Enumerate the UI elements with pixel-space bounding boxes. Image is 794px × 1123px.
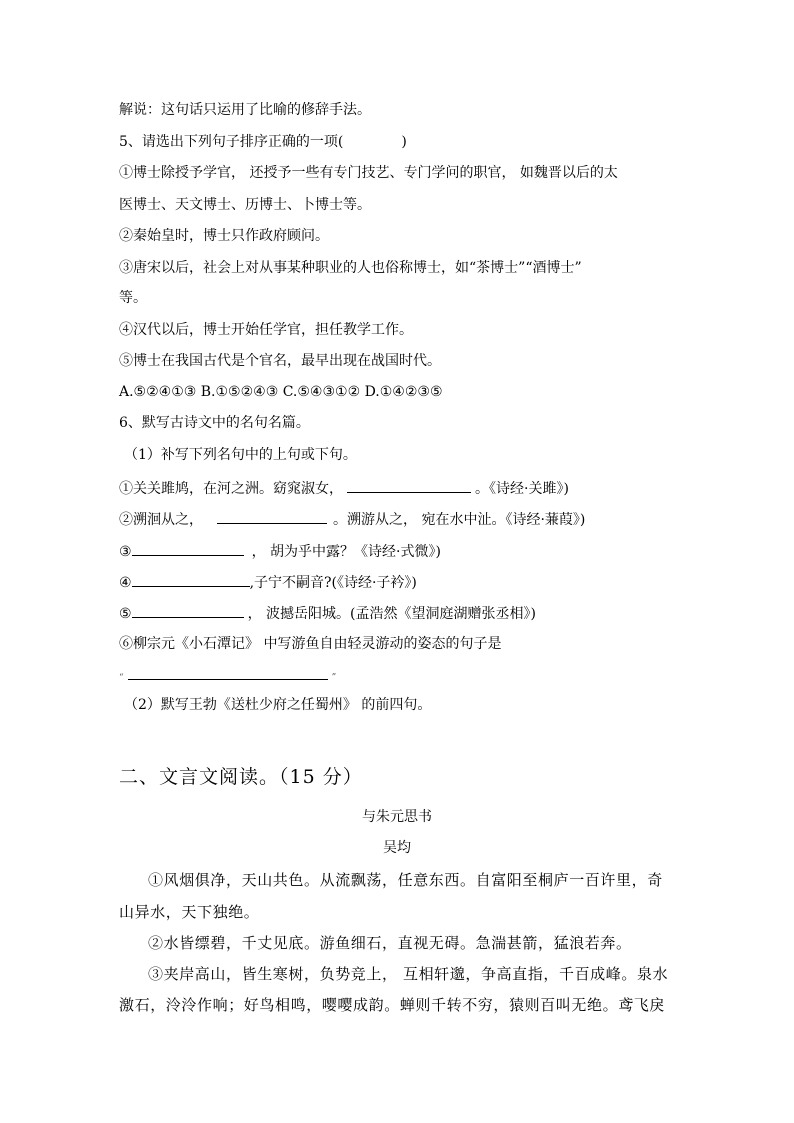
q5-sentence-2: ②秦始皇时，博士只作政府顾问。 — [119, 228, 329, 244]
q5-options: A.⑤②④①③ B.①⑤②④③ C.⑤④③①② D.①④②③⑤ — [119, 384, 443, 400]
q6-line-3-pre: ③ — [119, 544, 132, 560]
q6-line-1 — [119, 477, 569, 499]
answer-blank[interactable] — [128, 664, 328, 680]
essay-para-3b: 激石，泠泠作响；好鸟相鸣，嘤嘤成韵。蝉则千转不穷，猿则百叫无绝。鸢飞戾 — [119, 996, 666, 1014]
q6-line-4 — [119, 571, 417, 593]
essay-title: 与朱元思书 — [362, 809, 432, 825]
essay-author: 吴均 — [383, 840, 411, 856]
q6-line-5-post: ， 波撼岳阳城。(孟浩然《望洞庭湖赠张丞相》) — [247, 606, 536, 622]
q6-line-1-pre: ①关关雎鸠，在河之洲。窈窕淑女， — [119, 481, 343, 497]
answer-blank[interactable] — [132, 602, 244, 618]
q6-line-6-answer — [119, 664, 336, 688]
q6-line-1-post: 。《诗经·关雎》) — [475, 481, 569, 497]
q5-sentence-1a: ①博士除授予学官， 还授予一些有专门技艺、专门学问的职官， 如魏晋以后的太 — [119, 165, 618, 181]
q6-line-2-pre: ②溯洄从之， — [119, 512, 203, 528]
q6-sub1: （1）补写下列名句中的上句或下句。 — [124, 447, 357, 463]
q6-line-3-post: ， 胡为乎中露？《诗经·式微》) — [251, 544, 441, 560]
answer-blank[interactable] — [347, 477, 471, 493]
answer-blank[interactable] — [217, 508, 327, 524]
q6-line-2 — [119, 508, 585, 530]
essay-para-1b: 山异水，天下独绝。 — [119, 903, 260, 921]
open-quote: “ — [119, 673, 124, 683]
q6-line-5 — [119, 602, 536, 624]
section-2-title: 二、文言文阅读。（15 分） — [119, 766, 363, 788]
q6-line-5-pre: ⑤ — [119, 606, 132, 622]
q6-stem: 6、默写古诗文中的名句名篇。 — [119, 415, 310, 431]
essay-para-2: ②水皆缥碧，千丈见底。游鱼细石，直视无碍。急湍甚箭，猛浪若奔。 — [148, 934, 632, 952]
q5-sentence-1b: 医博士、天文博士、历博士、卜博士等。 — [119, 197, 371, 213]
q5-stem-text: 5、请选出下列句子排序正确的一项( — [119, 134, 344, 150]
q5-stem — [119, 132, 407, 152]
answer-blank[interactable] — [132, 571, 250, 587]
essay-para-1a: ①风烟俱净，天山共色。从流飘荡，任意东西。自富阳至桐庐一百许里，奇 — [148, 871, 663, 889]
close-quote: ” — [331, 673, 337, 683]
q6-line-3 — [119, 540, 441, 562]
q6-line-4-pre: ④ — [119, 575, 132, 591]
answer-blank[interactable] — [132, 540, 244, 556]
q4-explanation: 解说：这句话只运用了比喻的修辞手法。 — [119, 102, 371, 118]
q5-sentence-3a: ③唐宋以后，社会上对从事某种职业的人也俗称博士，如“茶博士”“酒博士” — [119, 260, 582, 276]
q6-line-4-post: ,子宁不嗣音?(《诗经·子衿》) — [249, 575, 417, 591]
q5-sentence-4: ④汉代以后，博士开始任学官，担任教学工作。 — [119, 322, 413, 338]
q6-line-2-post: 。溯游从之， 宛在水中沚。《诗经·蒹葭》) — [333, 512, 586, 528]
q6-line-6: ⑥柳宗元《小石潭记》 中写游鱼自由轻灵游动的姿态的句子是 — [119, 636, 502, 652]
q5-sentence-5: ⑤博士在我国古代是个官名，最早出现在战国时代。 — [119, 353, 441, 369]
q5-sentence-3b: 等。 — [119, 290, 147, 306]
q6-sub2: （2）默写王勃《送杜少府之任蜀州》 的前四句。 — [124, 697, 432, 713]
essay-para-3a: ③夹岸高山，皆生寒树，负势竞上， 互相轩邈，争高直指，千百成峰。泉水 — [148, 965, 669, 983]
q5-stem-close: ) — [401, 134, 407, 150]
